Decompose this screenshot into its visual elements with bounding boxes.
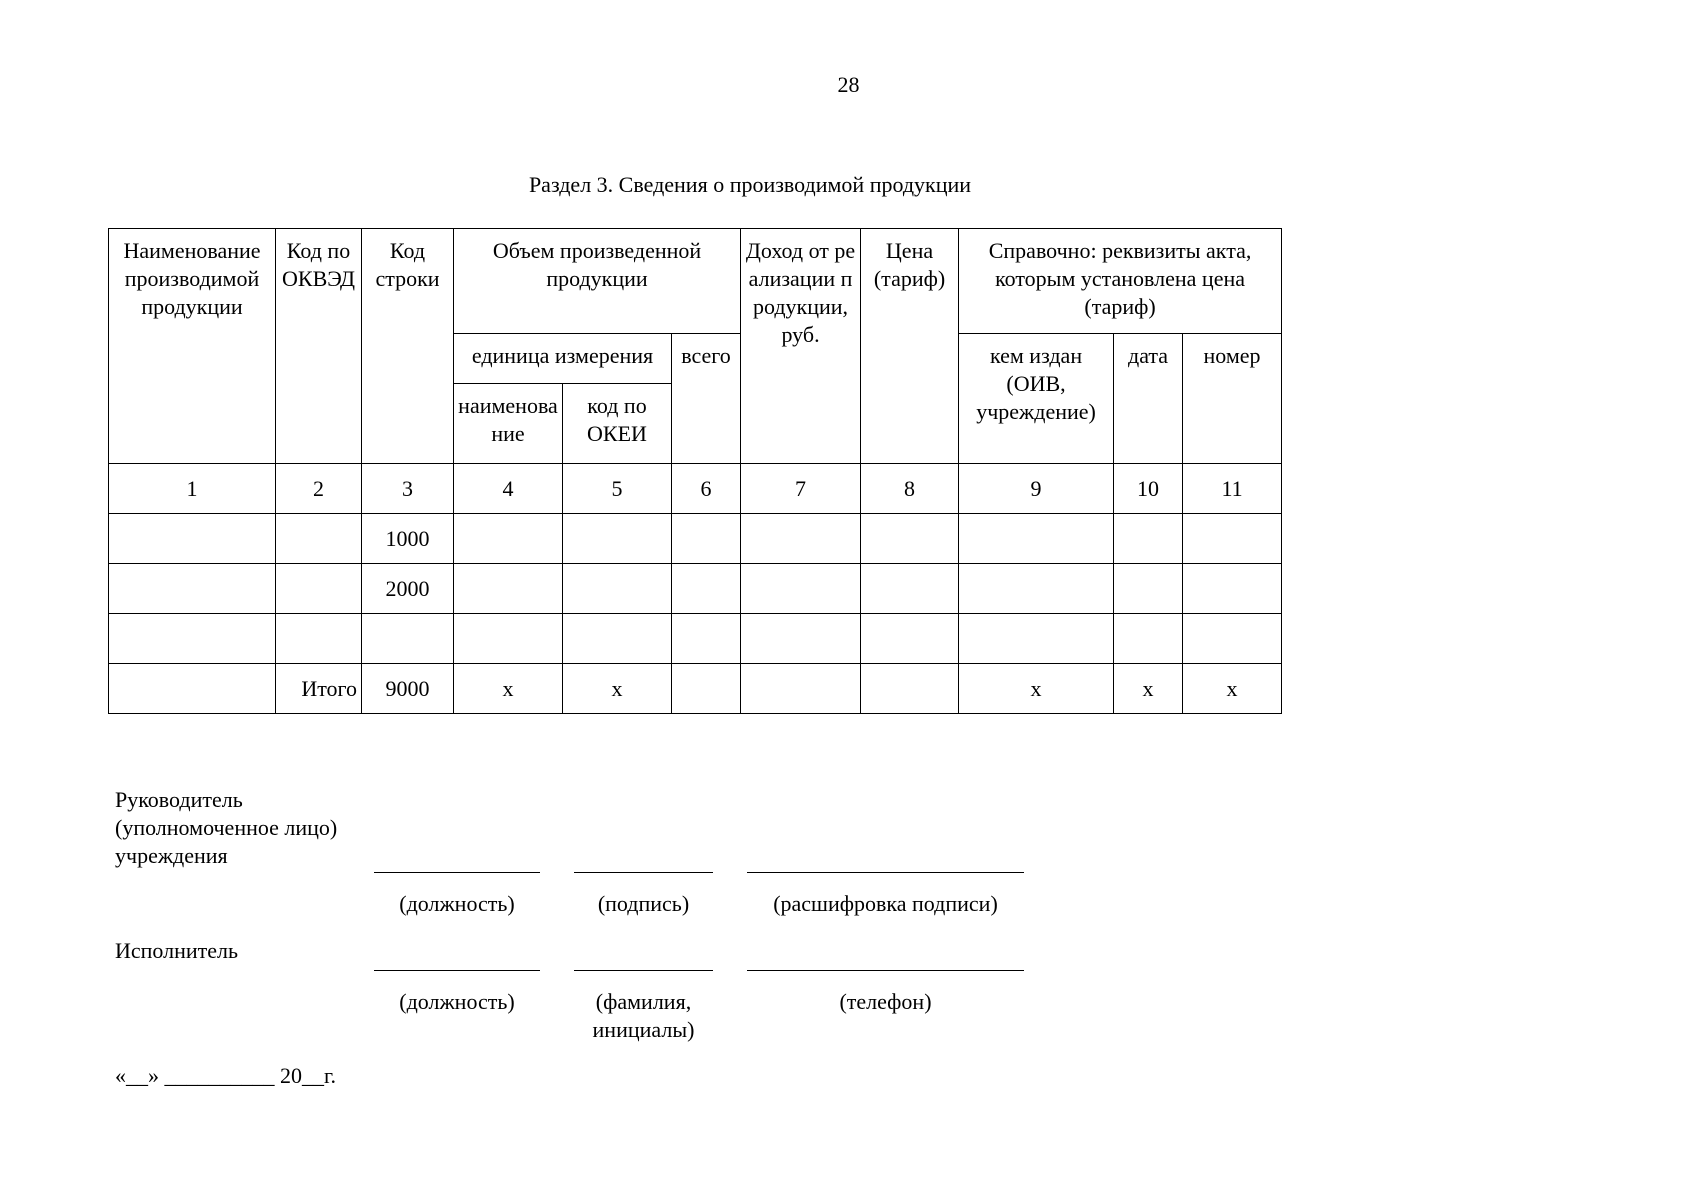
table-cell[interactable] — [672, 514, 741, 564]
header-total: всего — [672, 334, 741, 464]
header-okved-code: Код по ОКВЭД — [276, 229, 362, 464]
table-cell[interactable] — [861, 664, 959, 714]
head-label: Руководитель (уполномоченное лицо) учреждения — [115, 787, 338, 868]
head-position-caption: (должность) — [399, 891, 515, 916]
table-cell[interactable] — [672, 564, 741, 614]
table-cell[interactable] — [109, 564, 276, 614]
table-cell[interactable] — [741, 664, 861, 714]
executor-phone-caption: (телефон) — [839, 989, 932, 1014]
table-cell[interactable] — [861, 514, 959, 564]
table-cell: x — [563, 664, 672, 714]
head-signature-line[interactable] — [574, 872, 713, 873]
total-row — [109, 664, 1282, 714]
table-cell[interactable] — [959, 614, 1114, 664]
table-cell[interactable] — [563, 514, 672, 564]
head-position-line[interactable] — [374, 872, 540, 873]
column-number: 7 — [741, 464, 861, 514]
table-cell: x — [959, 664, 1114, 714]
table-cell[interactable] — [861, 614, 959, 664]
header-date: дата — [1114, 334, 1183, 464]
table-cell: 2000 — [362, 564, 454, 614]
head-decoding-caption: (расшифровка подписи) — [773, 891, 998, 916]
column-number: 10 — [1114, 464, 1183, 514]
date-line[interactable]: «__» __________ 20__г. — [115, 1063, 337, 1088]
column-number: 11 — [1183, 464, 1282, 514]
executor-position-caption: (должность) — [399, 989, 515, 1014]
table-cell[interactable] — [741, 614, 861, 664]
header-product-name: Наименование производимой продукции — [109, 229, 276, 464]
executor-position-line[interactable] — [374, 970, 540, 971]
table-cell[interactable] — [959, 514, 1114, 564]
table-cell[interactable] — [276, 514, 362, 564]
table-cell: x — [1183, 664, 1282, 714]
section-title: Раздел 3. Сведения о производимой продукции — [528, 172, 972, 197]
column-number: 9 — [959, 464, 1114, 514]
table-cell[interactable] — [109, 514, 276, 564]
executor-name-line[interactable] — [574, 970, 713, 971]
table-cell[interactable] — [276, 564, 362, 614]
table-cell[interactable] — [454, 564, 563, 614]
header-income: Доход от реализации продукции, руб. — [741, 229, 861, 464]
header-issued-by: кем издан (ОИВ, учреждение) — [959, 334, 1114, 464]
executor-phone-line[interactable] — [747, 970, 1024, 971]
header-okei-code: код по ОКЕИ — [563, 384, 672, 464]
column-number: 2 — [276, 464, 362, 514]
table-cell[interactable] — [672, 664, 741, 714]
header-unit: единица измерения — [454, 334, 672, 384]
page-number: 28 — [837, 72, 860, 97]
table-cell[interactable] — [861, 564, 959, 614]
table-cell: x — [454, 664, 563, 714]
column-number: 5 — [563, 464, 672, 514]
production-table — [108, 228, 1282, 714]
table-cell[interactable] — [1183, 514, 1282, 564]
table-cell[interactable] — [1114, 564, 1183, 614]
table-cell[interactable] — [362, 614, 454, 664]
table-cell[interactable] — [563, 614, 672, 664]
table-cell[interactable] — [1114, 614, 1183, 664]
table-cell[interactable] — [276, 614, 362, 664]
column-number: 3 — [362, 464, 454, 514]
table-row — [109, 514, 1282, 564]
column-number: 1 — [109, 464, 276, 514]
table-row — [109, 614, 1282, 664]
total-label: Итого — [276, 664, 362, 714]
header-line-code: Код строки — [362, 229, 454, 464]
table-cell[interactable] — [959, 564, 1114, 614]
table-cell[interactable] — [109, 664, 276, 714]
header-volume: Объем произведенной продукции — [454, 229, 741, 334]
column-number: 8 — [861, 464, 959, 514]
header-number: номер — [1183, 334, 1282, 464]
table-cell: 1000 — [362, 514, 454, 564]
header-unit-name: наименование — [454, 384, 563, 464]
table-cell[interactable] — [741, 564, 861, 614]
table-cell: x — [1114, 664, 1183, 714]
table-cell[interactable] — [1183, 614, 1282, 664]
column-number: 6 — [672, 464, 741, 514]
header-price: Цена (тариф) — [861, 229, 959, 464]
column-number: 4 — [454, 464, 563, 514]
table-row — [109, 564, 1282, 614]
table-cell[interactable] — [563, 564, 672, 614]
column-numbers-row — [109, 464, 1282, 514]
executor-name-caption: (фамилия, инициалы) — [592, 989, 695, 1042]
table-cell[interactable] — [672, 614, 741, 664]
table-cell[interactable] — [1183, 564, 1282, 614]
executor-label: Исполнитель — [115, 938, 239, 963]
table-cell[interactable] — [454, 514, 563, 564]
table-cell[interactable] — [454, 614, 563, 664]
head-decoding-line[interactable] — [747, 872, 1024, 873]
table-cell[interactable] — [741, 514, 861, 564]
table-cell[interactable] — [1114, 514, 1183, 564]
table-cell[interactable] — [109, 614, 276, 664]
table-cell: 9000 — [362, 664, 454, 714]
header-reference: Справочно: реквизиты акта, которым установлена цена (тариф) — [959, 229, 1282, 334]
head-signature-caption: (подпись) — [597, 891, 690, 916]
